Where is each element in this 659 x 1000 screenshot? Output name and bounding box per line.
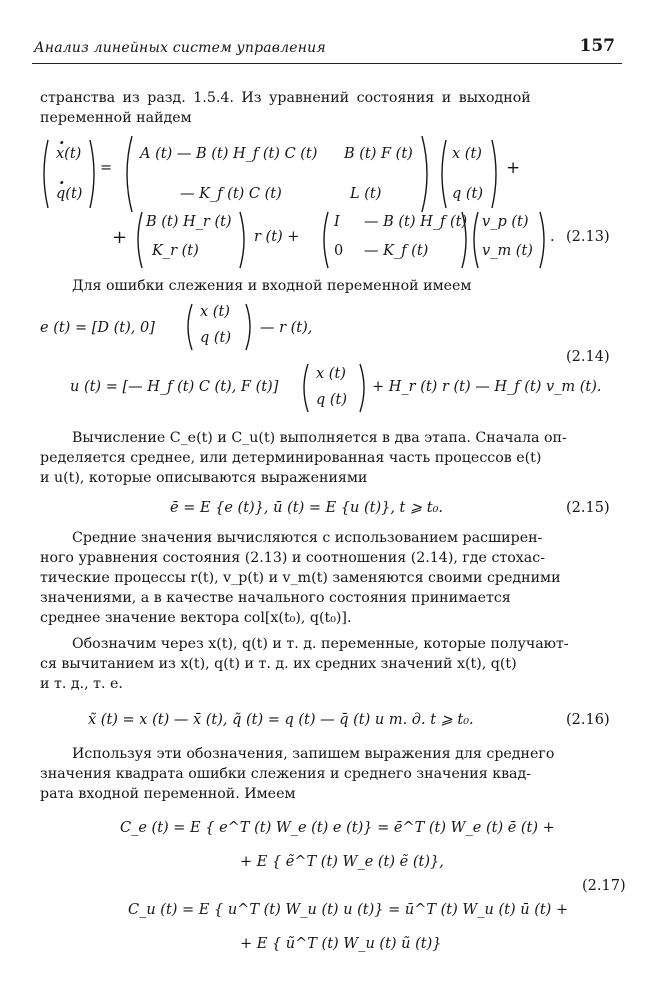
text-line: ся вычитанием из x(t), q(t) и т. д. их средних значений x(t), q(t) [40,656,517,672]
text-line: Обозначим через x(t), q(t) и т. д. переменные, которые получают- [72,636,569,652]
right-paren [238,210,248,270]
text-line: Вычисление C_e(t) и C_u(t) выполняется в два этапа. Сначала оп- [72,430,567,446]
lhs-x-dot: · x(t) [56,146,81,162]
matrix-cell: I [334,214,340,230]
paragraph-6 [40,744,620,804]
r-term: r (t) + [254,229,300,245]
paragraph-2 [72,276,612,296]
eq-line: + E { ũ^T (t) W_u (t) ũ (t)} [240,936,442,952]
eq-tail: + H_r (t) r (t) — H_f (t) v_m (t). [372,379,602,395]
text-line: ределяется среднее, или детерминированная часть процессов e(t) [40,450,542,466]
text-line: Используя эти обозначения, запишем выражения для среднего [72,746,555,762]
text-line: Средние значения вычисляются с использованием расширен- [72,530,543,546]
eq-line-u: u (t) = [— H_f (t) C (t), F (t)] [70,379,279,395]
text-line: среднее значение вектора col[x(t₀), q(t₀)]. [40,610,352,626]
eq-line: + E { ẽ^T (t) W_e (t) ẽ (t)}, [240,854,444,870]
left-paren [300,362,310,414]
text-line: тические процессы r(t), v_p(t) и v_m(t) заменяются своими средними [40,570,561,586]
vector-cell: q (t) [200,330,232,346]
left-paren [320,210,330,270]
vector-cell: v_p (t) [482,214,529,230]
equation-number: (2.17) [582,878,626,894]
header-rule [32,63,622,64]
matrix-cell: B (t) H_r (t) [146,214,232,230]
left-paren [134,210,144,270]
text-line: ного уравнения состояния (2.13) и соотношения (2.14), где стохас- [40,550,545,566]
right-paren [420,134,432,214]
equation-number: (2.15) [566,500,610,516]
matrix-cell: — K_f (t) [364,243,429,259]
text-line: рата входной переменной. Имеем [40,786,296,802]
right-paren [88,138,98,210]
right-paren [460,210,470,270]
eq-tail: — r (t), [260,320,313,336]
plus-sign: + [112,227,128,248]
vector-cell: x (t) [200,304,230,320]
right-paren [244,302,254,352]
right-paren [490,138,500,210]
period: . [550,229,555,245]
running-title: Анализ линейных систем управления [34,40,326,56]
paragraph-1 [40,88,620,128]
equation-number: (2.14) [566,349,610,365]
vector-cell: q (t) [452,186,484,202]
left-paren [470,210,480,270]
plus-sign: + [506,158,521,178]
eq-line: C_e (t) = E { e^T (t) W_e (t) e (t)} = ē^T (t) W_e (t) ē (t) + [120,820,555,836]
eq-body: ē = E {e (t)}, ū (t) = E {u (t)}, t ⩾ t₀. [170,500,443,516]
text-line: Для ошибки слежения и входной переменной имеем [72,278,472,294]
matrix-cell: — K_f (t) C (t) [180,186,282,202]
matrix-cell: 0 [334,243,344,259]
left-paren [40,138,50,210]
text-line: значения квадрата ошибки слежения и среднего значения квад- [40,766,532,782]
vector-cell: x (t) [452,146,482,162]
paragraph-3 [40,428,616,488]
right-paren [358,362,368,414]
matrix-cell: — B (t) H_f (t) [364,214,468,230]
running-head [34,34,619,58]
eq-line: C_u (t) = E { u^T (t) W_u (t) u (t)} = ū^T (t) W_u (t) ū (t) + [128,902,569,918]
equals-sign: = [100,160,113,176]
left-paren [184,302,194,352]
text-line: и u(t), которые описываются выражениями [40,470,368,486]
left-paren [438,138,448,210]
matrix-cell: K_r (t) [152,243,199,259]
matrix-cell: A (t) — B (t) H_f (t) C (t) [140,146,318,162]
equation-number: (2.16) [566,712,610,728]
vector-cell: q (t) [316,392,348,408]
text-line: переменной найдем [40,110,192,126]
eq-body: x̃ (t) = x (t) — x̄ (t), q̃ (t) = q (t) — q̄ (t) и т. д. t ⩾ t₀. [88,712,474,728]
paragraph-5 [40,634,620,694]
matrix-cell: B (t) F (t) [344,146,413,162]
vector-cell: x (t) [316,366,346,382]
left-paren [122,134,134,214]
vector-cell: v_m (t) [482,243,533,259]
matrix-cell: L (t) [350,186,382,202]
equation-number: (2.13) [566,229,610,245]
text-line: и т. д., т. е. [40,676,123,692]
page-number: 157 [579,36,615,56]
text-line: значениями, а в качестве начального состояния принимается [40,590,511,606]
text-line: странства из разд. 1.5.4. Из уравнений состояния и выходной [40,90,531,106]
right-paren [538,210,548,270]
eq-line-e: e (t) = [D (t), 0] [40,320,155,336]
lhs-q-dot: · q(t) [56,186,82,202]
paragraph-4 [40,528,620,628]
